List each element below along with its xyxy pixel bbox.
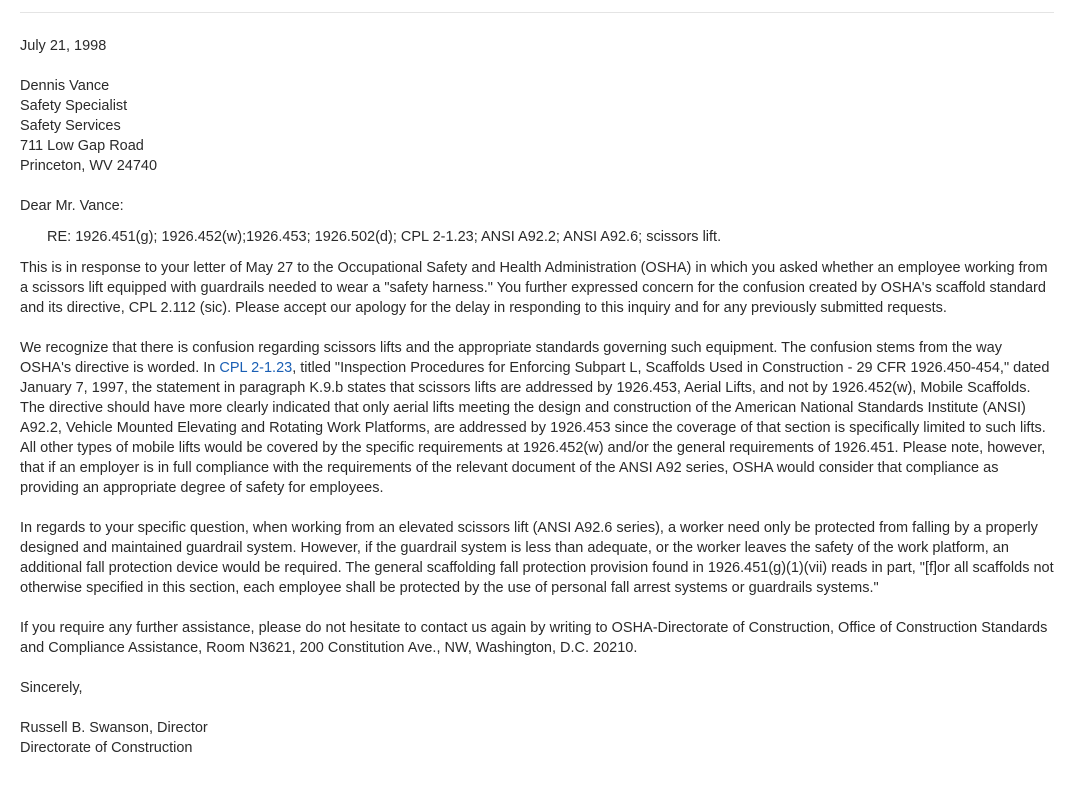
- signer-name: Russell B. Swanson, Director: [20, 720, 208, 736]
- signer-office: Directorate of Construction: [20, 740, 193, 756]
- signature-block: [20, 718, 1054, 758]
- recipient-street: 711 Low Gap Road: [20, 138, 144, 154]
- paragraph-2: [20, 338, 1054, 498]
- cpl-directive-link[interactable]: CPL 2-1.23: [219, 360, 293, 376]
- paragraph-1: This is in response to your letter of May 27 to the Occupational Safety and Health Administration (OSHA) in which you asked whether an employee working from a scissors lift equipped with guardrails needed to wear a "safety harness." You further expressed concern for the confusion created by OSHA's scaffold standard and its directive, CPL 2.112 (sic). Please accept our apology for the delay in responding to this inquiry and for any previously submitted requests.: [20, 260, 1048, 316]
- recipient-title: Safety Specialist: [20, 98, 128, 114]
- recipient-name: Dennis Vance: [20, 78, 110, 94]
- recipient-company: Safety Services: [20, 118, 121, 134]
- closing: Sincerely,: [20, 680, 83, 696]
- paragraph-2-body: , titled "Inspection Procedures for Enforcing Subpart L, Scaffolds Used in Construction - 29 CFR 1926.450-454," dated January 7, 1997, the statement in paragraph K.9.b states that scissors lifts are addressed by 1926.453, Aerial Lifts, and not by 1926.452(w), Mobile Scaffolds. The directive should have more clearly indicated that only aerial lifts meeting the design and construction of the American National Standards Institute (ANSI) A92.2, Vehicle Mounted Elevating and Rotating Work Platforms, are addressed by 1926.453 since the coverage of that section is specifically limited to such lifts. All other types of mobile lifts would be covered by the specific requirements at 1926.452(w) and/or the general requirements of 1926.451. Please note, however, that if an employer is in full compliance with the requirements of the relevant document of the ANSI A92 series, OSHA would consider that compliance as providing an appropriate degree of safety for employees.: [20, 360, 1050, 496]
- paragraph-4: If you require any further assistance, please do not hesitate to contact us again by writing to OSHA-Directorate of Construction, Office of Construction Standards and Compliance Assistance, Room N3621, 200 Constitution Ave., NW, Washington, D.C. 20210.: [20, 620, 1048, 656]
- salutation: Dear Mr. Vance:: [20, 198, 124, 214]
- letter-body: [20, 36, 1054, 758]
- letter-date: July 21, 1998: [20, 38, 107, 54]
- paragraph-3: In regards to your specific question, when working from an elevated scissors lift (ANSI A92.6 series), a worker need only be protected from falling by a properly designed and maintained guardrail system. However, if the guardrail system is less than adequate, or the worker leaves the safety of the work platform, an additional fall protection device would be required. The general scaffolding fall protection provision found in 1926.451(g)(1)(vii) reads in part, "[f]or all scaffolds not otherwise specified in this section, each employee shall be protected by the use of personal fall arrest systems or guardrails systems.": [20, 520, 1054, 596]
- paragraph-2-intro: We recognize that there is confusion regarding scissors lifts and the appropriate standards governing such equipment. The confusion stems from the way OSHA's directive is worded. In: [20, 340, 1002, 376]
- re-line: RE: 1926.451(g); 1926.452(w);1926.453; 1926.502(d); CPL 2-1.23; ANSI A92.2; ANSI A92.6; scissors lift.: [47, 229, 722, 245]
- recipient-city: Princeton, WV 24740: [20, 158, 158, 174]
- recipient-address: [20, 76, 1054, 176]
- top-divider: [20, 12, 1054, 13]
